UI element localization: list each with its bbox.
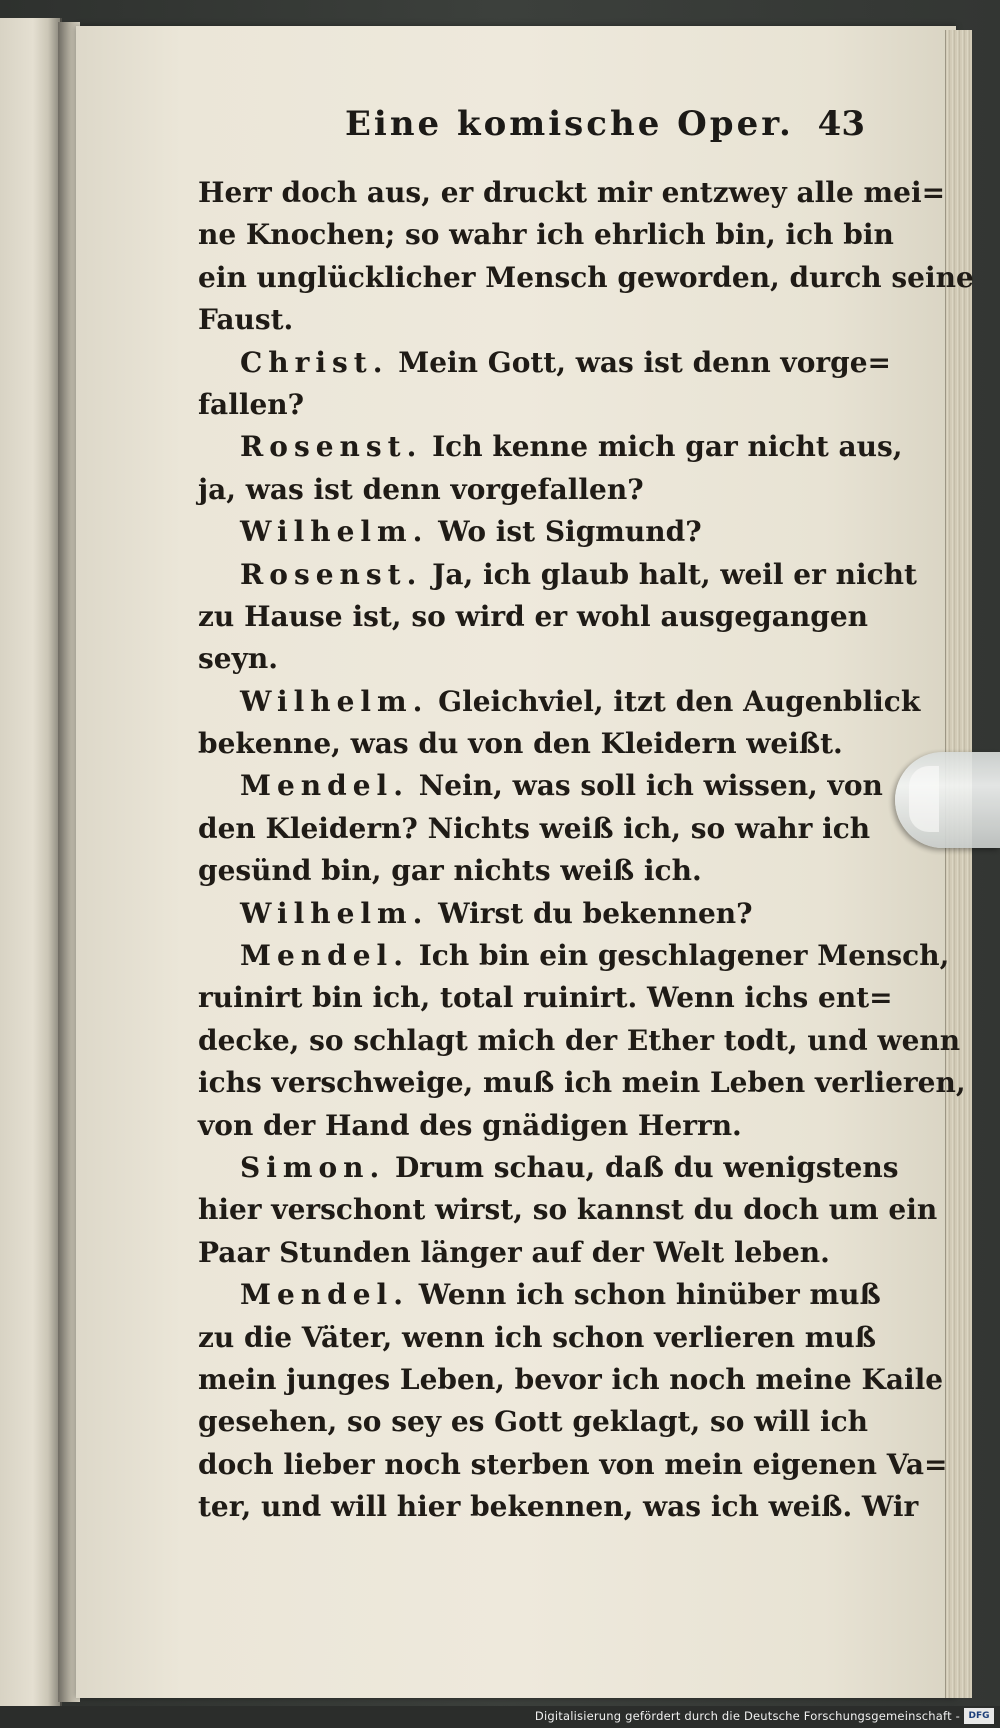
line-text: bekenne, was du von den Kleidern weißt.	[198, 727, 843, 761]
text-line	[198, 426, 903, 468]
speaker-name: Mendel.	[240, 939, 409, 973]
line-text: Ich kenne mich gar nicht aus,	[422, 430, 903, 464]
dfg-logo: DFG	[964, 1708, 994, 1724]
line-text: mein junges Leben, bevor ich noch meine Kaile	[198, 1362, 944, 1396]
line-text: Drum schau, daß du wenigstens	[385, 1150, 899, 1184]
text-line	[198, 172, 946, 214]
page-clip	[895, 752, 1000, 848]
line-text: decke, so schlagt mich der Ether todt, und wenn	[198, 1023, 961, 1057]
footer-credit: Digitalisierung gefördert durch die Deutsche Forschungsgemeinschaft -	[534, 1709, 960, 1723]
line-text: seyn.	[198, 642, 278, 676]
line-text: gesehen, so sey es Gott geklagt, so will ich	[198, 1405, 868, 1439]
page-clip-highlight	[909, 766, 939, 832]
text-line	[198, 342, 891, 384]
line-text: den Kleidern? Nichts weiß ich, so wahr ich	[198, 811, 871, 845]
line-text: doch lieber noch sterben von mein eigenen Va=	[198, 1447, 948, 1481]
line-text: Mein Gott, was ist denn vorge=	[388, 345, 891, 379]
text-line	[198, 765, 883, 807]
text-line	[198, 1020, 961, 1062]
text-line	[198, 681, 921, 723]
text-line	[198, 977, 893, 1019]
line-text: von der Hand des gnädigen Herrn.	[198, 1108, 742, 1142]
text-line	[198, 214, 894, 256]
line-text: Ich bin ein geschlagener Mensch,	[408, 939, 950, 973]
text-line	[198, 1359, 944, 1401]
line-text: Gleichviel, itzt den Augenblick	[428, 684, 921, 718]
text-line	[198, 554, 917, 596]
page-header	[345, 104, 865, 154]
text-line	[198, 1444, 948, 1486]
speaker-name: Wilhelm.	[240, 896, 429, 930]
line-text: zu Hause ist, so wird er wohl ausgegangen	[198, 599, 868, 633]
text-line	[198, 299, 868, 341]
text-line	[198, 511, 868, 553]
line-text: ruinirt bin ich, total ruinirt. Wenn ichs ent=	[198, 981, 893, 1015]
line-text: Wenn ich schon hinüber muß	[408, 1278, 881, 1312]
line-text: ja, was ist denn vorgefallen?	[198, 472, 644, 506]
text-line	[198, 596, 868, 638]
line-text: ter, und will hier bekennen, was ich weiß. Wir	[198, 1490, 919, 1524]
text-line	[198, 850, 868, 892]
text-line	[198, 1062, 966, 1104]
page-number: 43	[817, 104, 865, 144]
speaker-name: Wilhelm.	[240, 515, 429, 549]
line-text: Wo ist Sigmund?	[428, 515, 702, 549]
speaker-name: Simon.	[240, 1150, 386, 1184]
text-line	[198, 808, 871, 850]
line-text: hier verschont wirst, so kannst du doch um ein	[198, 1193, 938, 1227]
speaker-name: Wilhelm.	[240, 684, 429, 718]
text-line	[198, 384, 868, 426]
text-line	[198, 1105, 868, 1147]
text-line	[198, 1274, 881, 1316]
text-line	[198, 257, 974, 299]
line-text: Nein, was soll ich wissen, von	[408, 769, 883, 803]
line-text: zu die Väter, wenn ich schon verlieren muß	[198, 1320, 877, 1354]
line-text: Wirst du bekennen?	[428, 896, 753, 930]
facing-page-edge	[0, 18, 62, 1708]
text-line	[198, 1317, 877, 1359]
speaker-name: Mendel.	[240, 1278, 409, 1312]
text-line	[198, 469, 868, 511]
line-text: gesünd bin, gar nichts weiß ich.	[198, 854, 702, 888]
text-line	[198, 1189, 938, 1231]
line-text: fallen?	[198, 387, 305, 421]
text-line	[198, 893, 868, 935]
line-text: Herr doch aus, er druckt mir entzwey alle mei=	[198, 176, 946, 209]
text-line	[198, 1147, 899, 1189]
line-text: Faust.	[198, 303, 294, 337]
text-line	[198, 723, 868, 765]
text-line	[198, 1232, 868, 1274]
text-line	[198, 1401, 868, 1443]
speaker-name: Christ.	[240, 345, 389, 379]
text-line	[198, 638, 868, 680]
line-text: ne Knochen; so wahr ich ehrlich bin, ich bin	[198, 218, 894, 252]
running-head: Eine komische Oper.	[345, 104, 794, 144]
text-line	[198, 1486, 919, 1528]
line-text: Paar Stunden länger auf der Welt leben.	[198, 1235, 830, 1269]
speaker-name: Rosenst.	[240, 557, 423, 591]
speaker-name: Rosenst.	[240, 430, 423, 464]
line-text: Ja, ich glaub halt, weil er nicht	[422, 557, 917, 591]
text-line	[198, 935, 950, 977]
line-text: ein unglücklicher Mensch geworden, durch seine	[198, 260, 974, 294]
speaker-name: Mendel.	[240, 769, 409, 803]
line-text: ichs verschweige, muß ich mein Leben verlieren,	[198, 1066, 966, 1100]
body-text	[198, 172, 974, 1529]
